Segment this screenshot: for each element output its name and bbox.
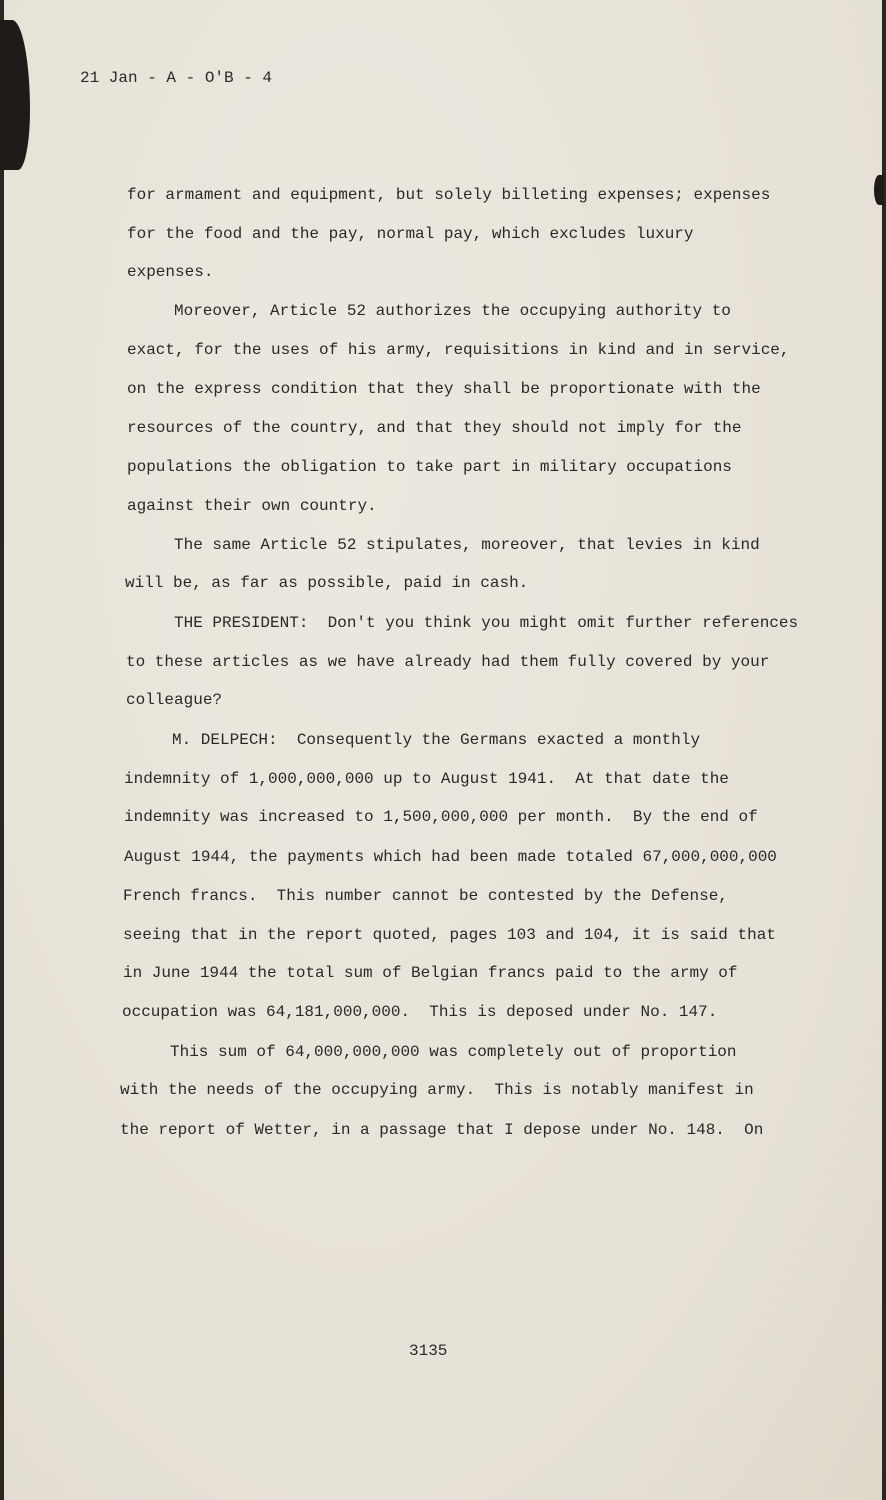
text-line: to these articles as we have already had them fully covered by your <box>126 653 770 671</box>
text-line: indemnity of 1,000,000,000 up to August 1941. At that date the <box>124 770 729 788</box>
text-line: indemnity was increased to 1,500,000,000 per month. By the end of <box>124 808 758 826</box>
text-line: French francs. This number cannot be contested by the Defense, <box>123 887 728 905</box>
torn-edge-top-left <box>0 20 30 170</box>
text-line: This sum of 64,000,000,000 was completely out of proportion <box>170 1043 737 1061</box>
text-line: on the express condition that they shall be proportionate with the <box>127 380 761 398</box>
text-line: THE PRESIDENT: Don't you think you might omit further references <box>174 614 799 632</box>
text-line: exact, for the uses of his army, requisitions in kind and in service, <box>127 341 790 359</box>
text-line: for the food and the pay, normal pay, which excludes luxury <box>127 225 694 243</box>
text-line: resources of the country, and that they should not imply for the <box>127 419 742 437</box>
text-line: The same Article 52 stipulates, moreover, that levies in kind <box>174 536 760 554</box>
page-header: 21 Jan - A - O'B - 4 <box>80 69 273 87</box>
text-line: with the needs of the occupying army. This is notably manifest in <box>120 1081 754 1099</box>
text-line: Moreover, Article 52 authorizes the occupying authority to <box>174 302 731 320</box>
document-page <box>4 0 882 1500</box>
text-line: for armament and equipment, but solely billeting expenses; expenses <box>127 186 771 204</box>
torn-edge-right <box>874 175 884 205</box>
text-line: M. DELPECH: Consequently the Germans exacted a monthly <box>172 731 701 749</box>
text-line: expenses. <box>127 263 214 281</box>
text-line: will be, as far as possible, paid in cash. <box>125 574 529 592</box>
text-line: seeing that in the report quoted, pages 103 and 104, it is said that <box>123 926 776 944</box>
text-line: populations the obligation to take part in military occupations <box>127 458 732 476</box>
text-line: occupation was 64,181,000,000. This is deposed under No. 147. <box>122 1003 718 1021</box>
text-line: the report of Wetter, in a passage that I depose under No. 148. On <box>120 1121 764 1139</box>
text-line: colleague? <box>126 691 223 709</box>
page-number: 3135 <box>409 1342 448 1360</box>
text-line: against their own country. <box>127 497 377 515</box>
text-line: in June 1944 the total sum of Belgian francs paid to the army of <box>123 964 738 982</box>
text-line: August 1944, the payments which had been made totaled 67,000,000,000 <box>124 848 777 866</box>
